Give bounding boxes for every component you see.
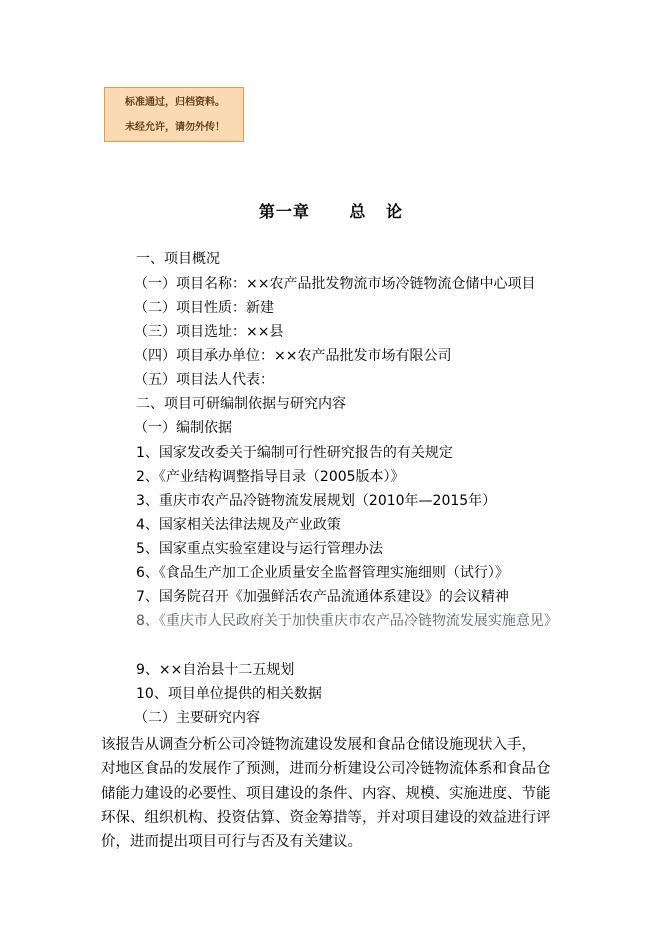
paragraph-line: 价，进而提出项目可行与否及有关建议。: [101, 834, 362, 850]
list-item: （四）项目承办单位：××农产品批发市场有限公司: [134, 348, 452, 364]
list-item: （一）编制依据: [134, 420, 232, 436]
list-item: （二）主要研究内容: [134, 710, 260, 726]
list-item: 3、重庆市农产品冷链物流发展规划（2010年—2015年）: [136, 493, 497, 509]
chapter-title: 第一章 总 论: [258, 202, 404, 221]
list-item: 9、××自治县十二五规划: [136, 662, 295, 678]
list-item: 6、《食品生产加工企业质量安全监督管理实施细则（试行）》: [136, 565, 509, 581]
list-item: （一）项目名称：××农产品批发物流市场冷链物流仓储中心项目: [134, 276, 536, 292]
list-item: 2、《产业结构调整指导目录（2005版本）》: [136, 469, 405, 485]
list-item: 8、《重庆市人民政府关于加快重庆市农产品冷链物流发展实施意见》: [136, 613, 558, 629]
list-item: （五）项目法人代表：: [134, 372, 274, 388]
list-item: 1、国家发改委关于编制可行性研究报告的有关规定: [136, 445, 453, 461]
approval-stamp: [104, 87, 244, 142]
stamp-line-1: 标准通过，归档资料。: [125, 97, 225, 108]
paragraph-line: 储能力建设的必要性、项目建设的条件、内容、规模、实施进度、节能: [101, 786, 551, 802]
list-item: 5、国家重点实验室建设与运行管理办法: [136, 541, 383, 557]
list-item: 10、项目单位提供的相关数据: [136, 686, 322, 702]
paragraph-line: 对地区食品的发展作了预测，进而分析建设公司冷链物流体系和食品仓: [101, 761, 551, 777]
list-item: （二）项目性质：新建: [134, 300, 274, 316]
list-item: （三）项目选址：××县: [134, 324, 284, 340]
paragraph-line: 该报告从调查分析公司冷链物流建设发展和食品仓储设施现状入手，: [101, 737, 536, 753]
section-heading: 二、项目可研编制依据与研究内容: [136, 396, 346, 412]
stamp-line-2: 未经允许，请勿外传！: [125, 122, 225, 133]
list-item: 4、国家相关法律法规及产业政策: [136, 517, 341, 533]
paragraph-line: 环保、组织机构、投资估算、资金筹措等，并对项目建设的效益进行评: [101, 810, 551, 826]
section-heading: 一、项目概况: [136, 251, 220, 267]
list-item: 7、国务院召开《加强鲜活农产品流通体系建设》的会议精神: [136, 589, 509, 605]
